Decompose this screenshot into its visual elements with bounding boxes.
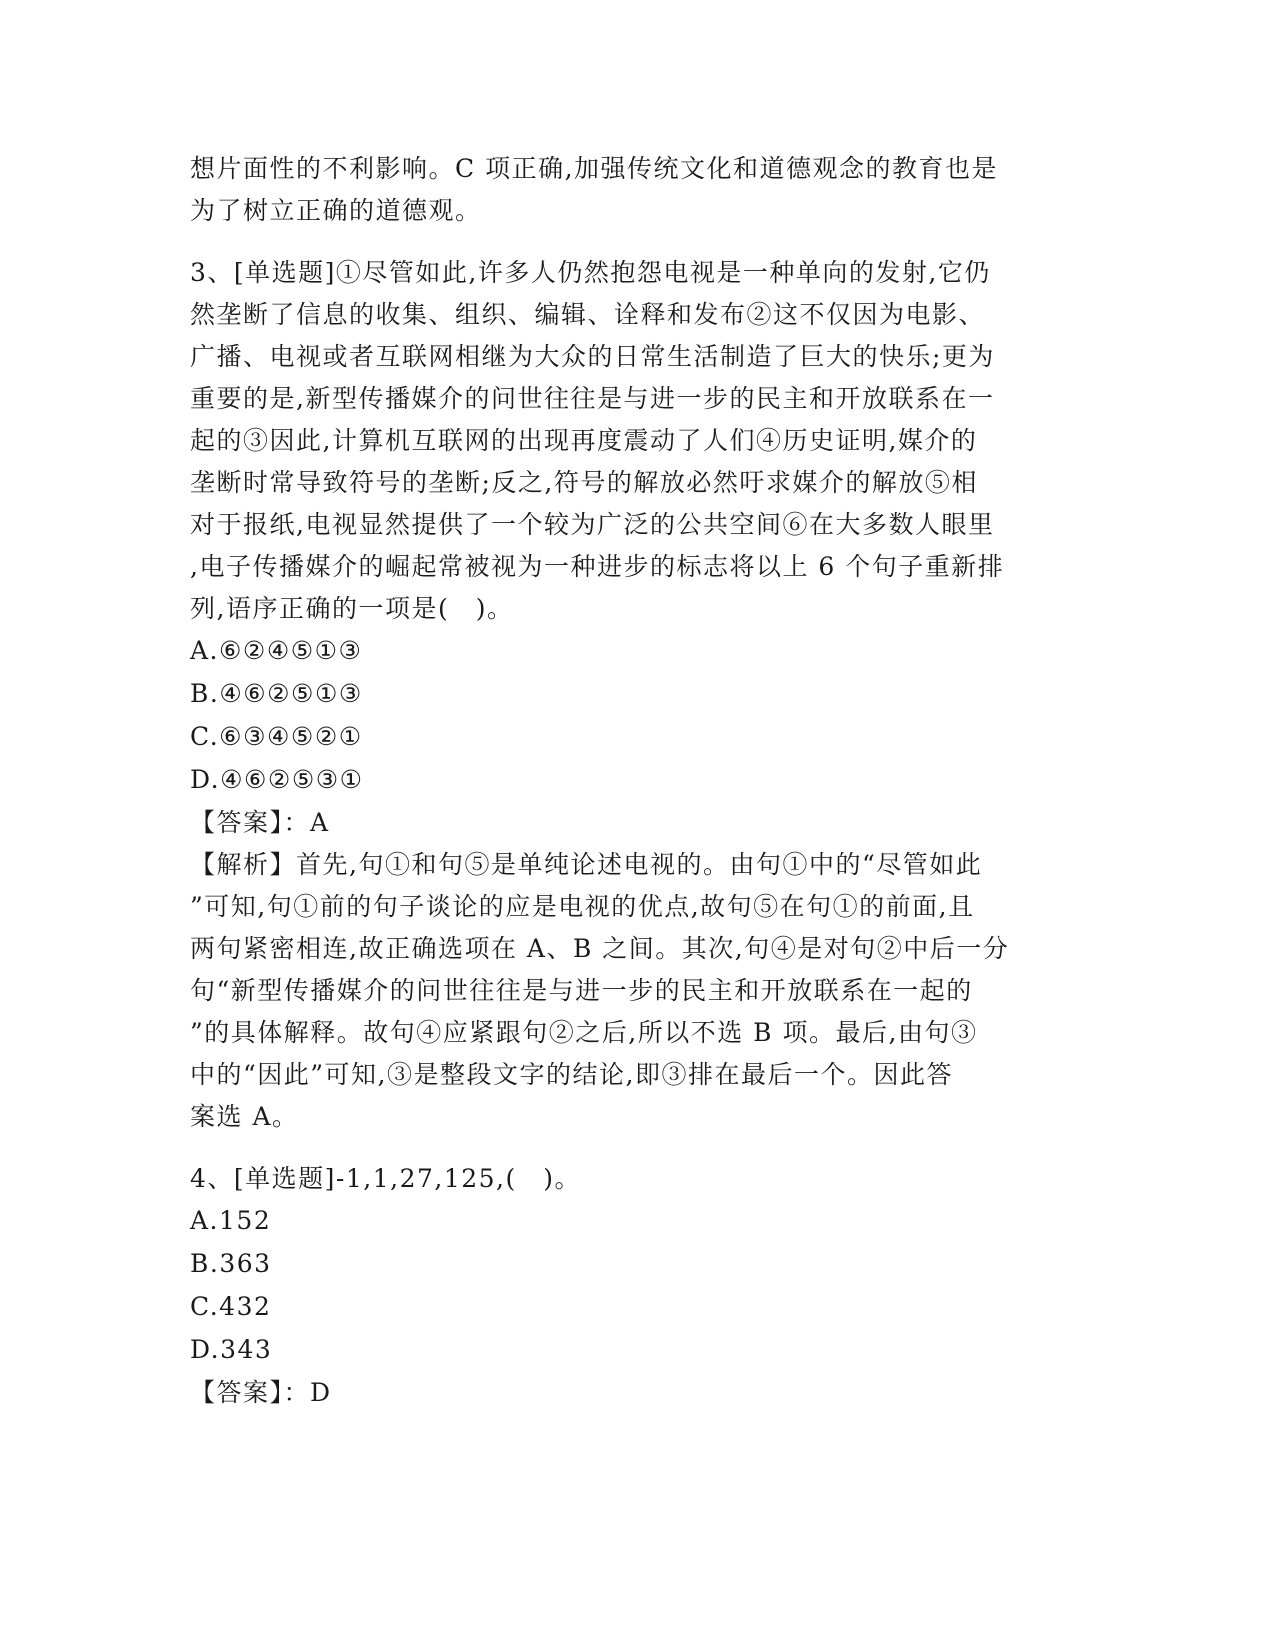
question-4 (190, 1158, 1070, 1414)
text-line: 起的③因此,计算机互联网的出现再度震动了人们④历史证明,媒介的 (190, 426, 978, 455)
option-b: B.363 (190, 1249, 272, 1278)
question-3-analysis (190, 844, 1070, 1138)
question-4-stem: 4、[单选题]-1,1,27,125,( )。 (190, 1164, 581, 1193)
text-line: 对于报纸,电视显然提供了一个较为广泛的公共空间⑥在大多数人眼里 (190, 510, 995, 539)
text-line: 【解析】首先,句①和句⑤是单纯论述电视的。由句①中的“尽管如此 (190, 850, 983, 879)
option-d: D.343 (190, 1335, 273, 1364)
text-line: 中的“因此”可知,③是整段文字的结论,即③排在最后一个。因此答 (190, 1060, 953, 1089)
text-line: 为了树立正确的道德观。 (190, 196, 482, 225)
text-line: ”可知,句①前的句子谈论的应是电视的优点,故句⑤在句①的前面,且 (190, 892, 975, 921)
text-line: ,电子传播媒介的崛起常被视为一种进步的标志将以上 6 个句子重新排 (190, 552, 1005, 581)
option-a: A.⑥②④⑤①③ (190, 636, 363, 665)
previous-analysis-continuation (190, 148, 1070, 232)
question-4-answer: 【答案】：D (190, 1378, 332, 1407)
question-3-stem (190, 252, 1070, 630)
text-line: 垄断时常导致符号的垄断;反之,符号的解放必然吁求媒介的解放⑤相 (190, 468, 978, 497)
question-3-options (190, 630, 1070, 802)
option-c: C.432 (190, 1292, 272, 1321)
text-line: 重要的是,新型传播媒介的问世往往是与进一步的民主和开放联系在一 (190, 384, 995, 413)
text-line: 列,语序正确的一项是( )。 (190, 594, 514, 623)
option-d: D.④⑥②⑤③① (190, 765, 364, 794)
option-b: B.④⑥②⑤①③ (190, 679, 363, 708)
text-line: 两句紧密相连,故正确选项在 A、B 之间。其次,句④是对句②中后一分 (190, 934, 1010, 963)
option-a: A.152 (190, 1206, 272, 1235)
text-line: 广播、电视或者互联网相继为大众的日常生活制造了巨大的快乐;更为 (190, 342, 995, 371)
text-line: 案选 A。 (190, 1102, 299, 1131)
text-line: 3、[单选题]①尽管如此,许多人仍然抱怨电视是一种单向的发射,它仍 (190, 258, 991, 287)
text-line: 然垄断了信息的收集、组织、编辑、诠释和发布②这不仅因为电影、 (190, 300, 986, 329)
text-line: 句“新型传播媒介的问世往往是与进一步的民主和开放联系在一起的 (190, 976, 973, 1005)
question-3 (190, 252, 1070, 1138)
text-line: ”的具体解释。故句④应紧跟句②之后,所以不选 B 项。最后,由句③ (190, 1018, 978, 1047)
page-content (190, 148, 1070, 1414)
question-4-options (190, 1200, 1070, 1372)
text-line: 想片面性的不利影响。C 项正确,加强传统文化和道德观念的教育也是 (190, 154, 999, 183)
question-3-answer: 【答案】：A (190, 808, 330, 837)
option-c: C.⑥③④⑤②① (190, 722, 363, 751)
